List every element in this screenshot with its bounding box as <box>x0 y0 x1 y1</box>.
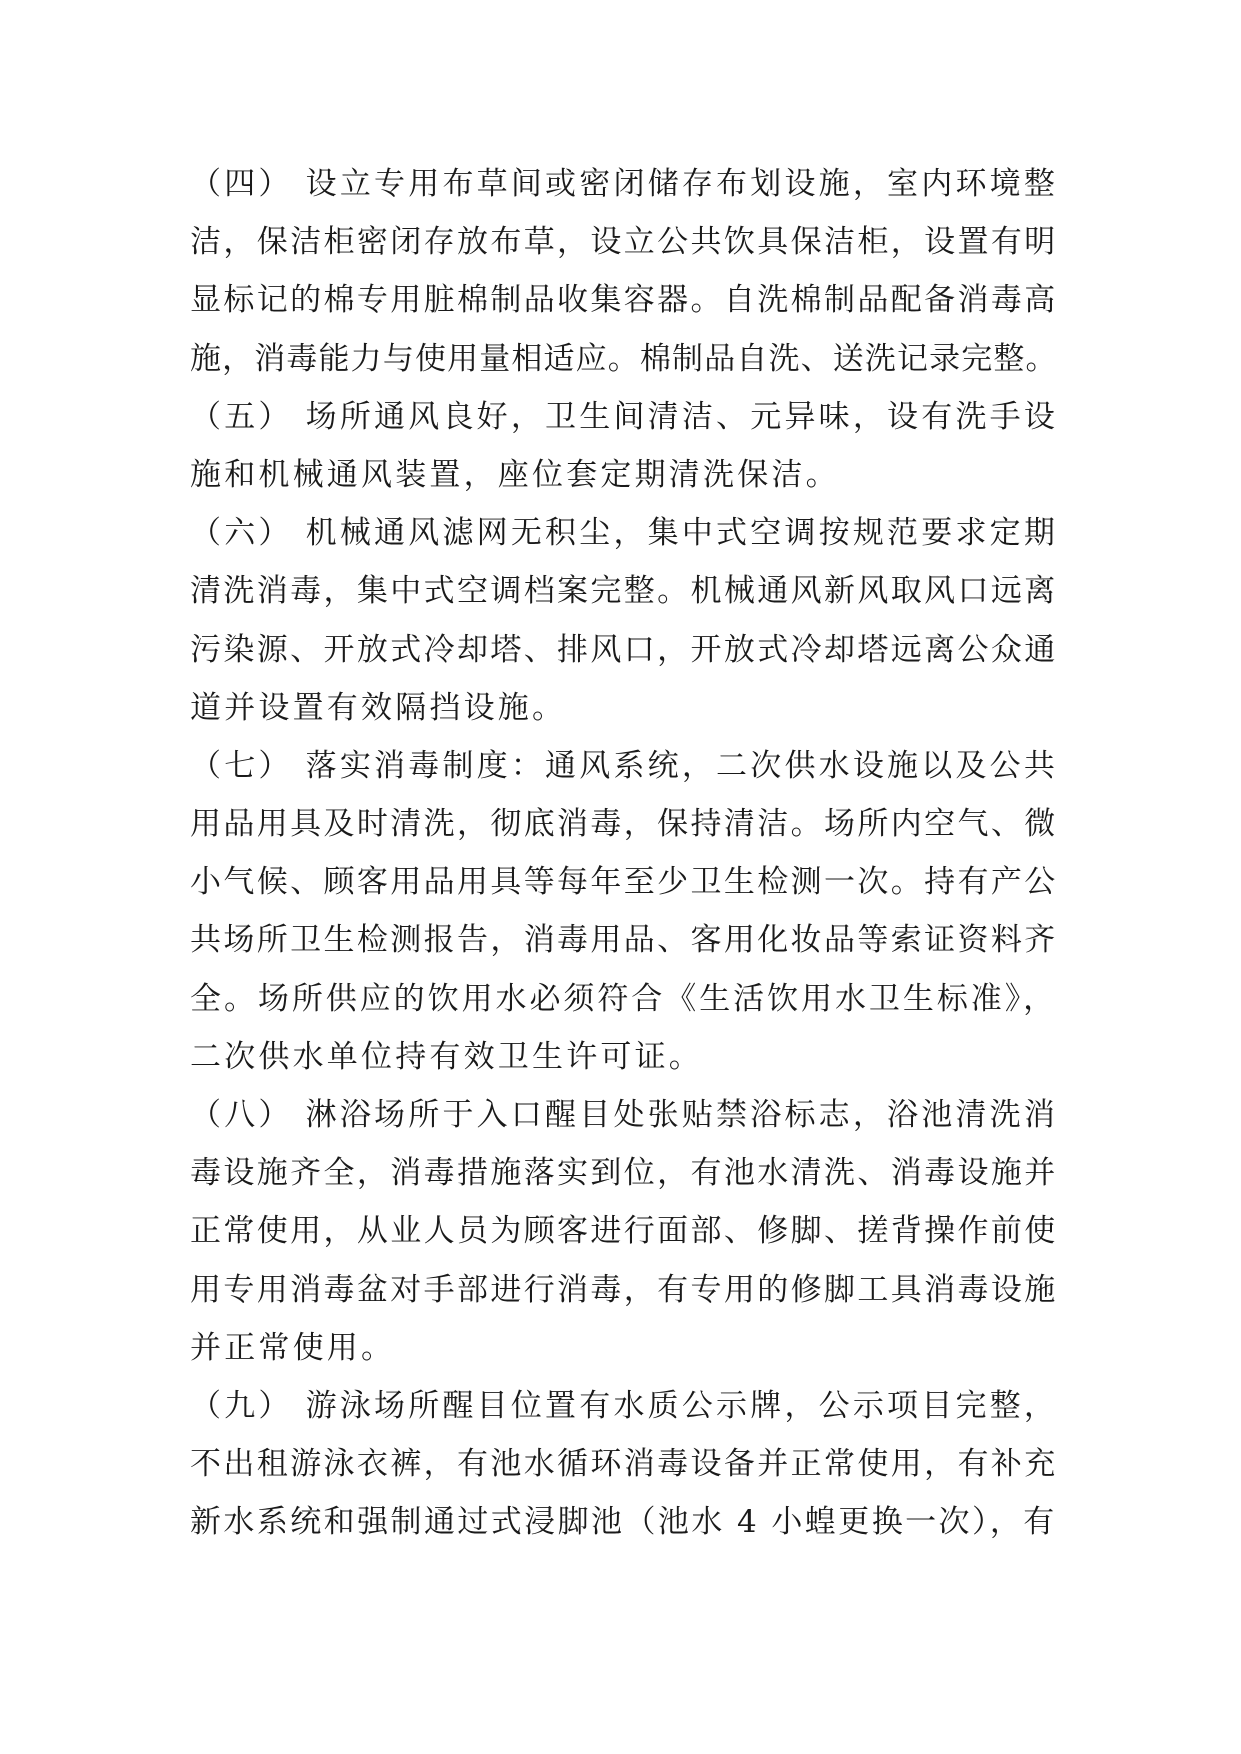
paragraph-9 <box>190 1377 1060 1552</box>
paragraph-4 <box>190 155 1060 388</box>
text-line: 施，消毒能力与使用量相适应。棉制品自洗、送洗记录完整。 <box>190 340 1058 377</box>
paragraph-7 <box>190 737 1060 1086</box>
text-line: （七） 落实消毒制度：通风系统，二次供水设施以及公共 <box>190 747 1059 784</box>
text-line: 污染源、开放式冷却塔、排风口，开放式冷却塔远离公众通 <box>190 631 1058 668</box>
text-line: （八） 淋浴场所于入口醒目处张贴禁浴标志，浴池清洗消 <box>190 1097 1059 1133</box>
text-line: （五） 场所通风良好，卫生间清洁、元异味，设有洗手设 <box>190 398 1059 435</box>
text-line: 清洗消毒，集中式空调档案完整。机械通风新风取风口远离 <box>190 573 1058 610</box>
paragraph-6 <box>190 504 1060 737</box>
text-line: 小气候、顾客用品用具等每年至少卫生检测一次。持有产公 <box>190 864 1058 901</box>
paragraph-5 <box>190 388 1060 504</box>
text-line: 全。场所供应的饮用水必须符合《生活饮用水卫生标准》， <box>190 980 1058 1017</box>
text-line: （四） 设立专用布草间或密闭储存布划设施，室内环境整 <box>190 166 1059 202</box>
text-line: 共场所卫生检测报告，消毒用品、客用化妆品等索证资料齐 <box>190 922 1058 959</box>
text-line: 用专用消毒盆对手部进行消毒，有专用的修脚工具消毒设施 <box>190 1271 1058 1308</box>
text-line: 正常使用，从业人员为顾客进行面部、修脚、搓背操作前使 <box>190 1213 1058 1250</box>
text-line: 毒设施齐全，消毒措施落实到位，有池水清洗、消毒设施并 <box>190 1155 1058 1192</box>
text-line: 道并设置有效隔挡设施。 <box>190 689 567 726</box>
text-line: 施和机械通风装置，座位套定期清洗保洁。 <box>190 456 840 493</box>
text-line: 用品用具及时清洗，彻底消毒，保持清洁。场所内空气、微 <box>190 806 1058 843</box>
text-line: 新水系统和强制通过式浸脚池（池水 4 小蝗更换一次），有 <box>190 1504 1057 1541</box>
text-line: （九） 游泳场所醒目位置有水质公示牌，公示项目完整， <box>190 1387 1059 1424</box>
paragraph-8 <box>190 1086 1060 1377</box>
document-body <box>190 155 1060 1552</box>
text-line: 洁，保洁柜密闭存放布草，设立公共饮具保洁柜，设置有明 <box>190 224 1058 261</box>
text-line: 二次供水单位持有效卫生许可证。 <box>190 1038 703 1075</box>
text-line: 并正常使用。 <box>190 1329 396 1366</box>
text-line: 显标记的棉专用脏棉制品收集容器。自洗棉制品配备消毒高 <box>190 282 1058 319</box>
text-line: 不出租游泳衣裤，有池水循环消毒设备并正常使用，有补充 <box>190 1446 1058 1483</box>
text-line: （六） 机械通风滤网无积尘，集中式空调按规范要求定期 <box>190 515 1059 552</box>
